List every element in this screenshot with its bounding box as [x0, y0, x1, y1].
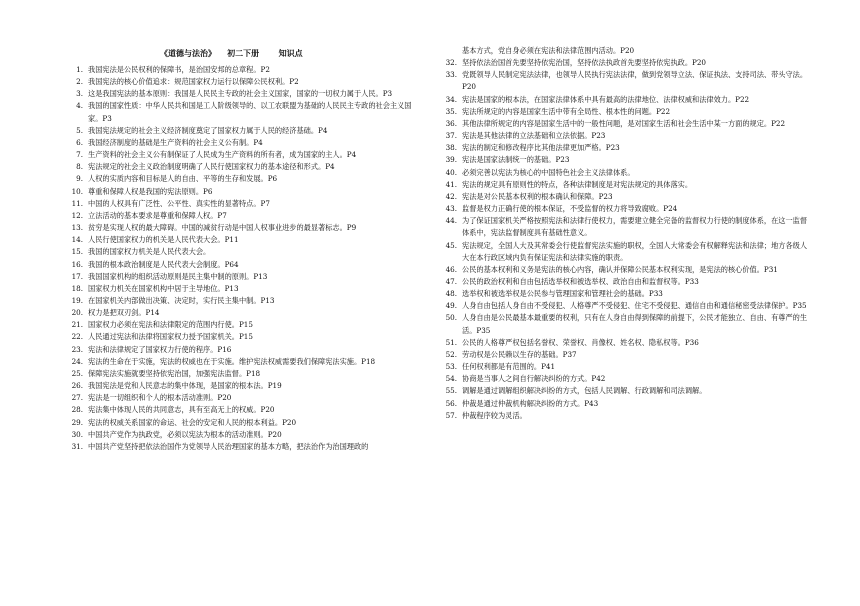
item-number: 19. [71, 295, 83, 305]
list-item [438, 191, 810, 203]
item-text: 公民的人格尊严权包括名誉权、荣誉权、肖像权、姓名权、隐私权等。P36 [462, 337, 699, 347]
item-text: 宪法和法律规定了国家权力行使的程序。P16 [88, 344, 232, 354]
list-item [64, 331, 424, 343]
item-number: 32. [445, 58, 457, 68]
item-text: 选举权和被选举权是公民参与管理国家和管理社会的基础。P33 [462, 289, 663, 299]
item-text: 宪法的生命在于实施，宪法的权威也在于实施。维护宪法权威需要我们保障宪法实施。P18 [88, 356, 376, 366]
list-item [64, 222, 424, 234]
item-text: 坚持依法治国首先要坚持依宪治国，坚持依法执政首先要坚持依宪执政。P20 [462, 58, 706, 68]
item-text: 调解是通过调解组织解决纠纷的方式，包括人民调解、行政调解和司法调解。 [462, 386, 707, 396]
item-text: 任何权利都是有范围的。P41 [462, 362, 556, 372]
item-number: 42. [445, 191, 457, 201]
list-item [64, 186, 424, 198]
item-number: 28. [71, 405, 83, 415]
item-number: 53. [445, 362, 457, 372]
list-item [438, 385, 810, 397]
item-text: 协商是当事人之间自行解决纠纷的方式。P42 [462, 374, 606, 384]
item-number: 15. [71, 247, 83, 257]
item-number: 51. [445, 337, 457, 347]
item-number: 4. [76, 101, 83, 111]
item-number: 17. [71, 271, 83, 281]
list-item [64, 295, 424, 307]
item-number: 40. [445, 167, 457, 177]
list-item [438, 167, 810, 179]
item-text: 立法活动的基本要求是尊重和保障人权。P7 [88, 210, 227, 220]
page-title: 《道德与法治》 初二下册 知识点 [160, 48, 303, 58]
item-number: 13. [71, 223, 83, 233]
list-item [64, 259, 424, 271]
list-item [64, 100, 424, 124]
item-text: 宪法是一切组织和个人的根本活动准则。P20 [88, 393, 232, 403]
list-item [438, 349, 810, 361]
item-text: 我国的国家权力机关是人民代表大会。 [88, 247, 211, 257]
item-number: 47. [445, 276, 457, 286]
list-item [64, 392, 424, 404]
item-number: 38. [445, 143, 457, 153]
item-number: 50. [445, 313, 457, 323]
item-text: 国家权力机关在国家机构中居于主导地位。P13 [88, 283, 239, 293]
list-item [64, 319, 424, 331]
item-number: 6. [76, 137, 83, 147]
list-item [438, 118, 810, 130]
right-column [438, 45, 810, 422]
list-item [438, 179, 810, 191]
item-number: 18. [71, 283, 83, 293]
item-text: 我国宪法是党和人民意志的集中体现，是国家的根本法。P19 [88, 381, 282, 391]
item-text: 监督是权力正确行使的根本保证，不受监督的权力将导致腐败。P24 [462, 204, 678, 214]
list-item [64, 88, 424, 100]
list-item [438, 154, 810, 166]
item-text: 中国共产党坚持把依法治国作为党领导人民治理国家的基本方略，把法治作为治国理政的 [88, 441, 369, 451]
item-text: 我国国家机构的组织活动原则是民主集中制的原则。P13 [88, 271, 268, 281]
item-number: 27. [71, 393, 83, 403]
item-text: 我国宪法的核心价值追求：规范国家权力运行以保障公民权利。P2 [88, 77, 299, 87]
item-text: 宪法是对公民基本权利的根本确认和保障。P23 [462, 191, 613, 201]
item-text: 宪法的权威关系国家的命运、社会的安定和人民的根本利益。P20 [88, 417, 297, 427]
list-item [64, 271, 424, 283]
item-number: 54. [445, 374, 457, 384]
list-item [64, 356, 424, 368]
item-text: 人身自由包括人身自由不受侵犯、人格尊严不受侵犯、住宅不受侵犯、通信自由和通信秘密受法律保护。P35 [462, 301, 807, 311]
item-number: 45. [445, 240, 457, 250]
item-number: 43. [445, 204, 457, 214]
list-item [438, 410, 810, 422]
item-number: 3. [76, 89, 83, 99]
list-item [64, 307, 424, 319]
list-item [438, 288, 810, 300]
item-number: 22. [71, 332, 83, 342]
list-item [64, 76, 424, 88]
item-text: 宪法所规定的内容是国家生活中带有全局性、根本性的问题。P22 [462, 106, 671, 116]
list-item [438, 300, 810, 312]
item-number: 57. [445, 410, 457, 420]
item-number: 41. [445, 179, 457, 189]
list-item [438, 373, 810, 385]
item-text: 人权的实质内容和目标是人的自由、平等的生存和发展。P6 [88, 174, 278, 184]
list-item [438, 398, 810, 410]
list-item [64, 125, 424, 137]
item-number: 24. [71, 356, 83, 366]
item-text: 基本方式，党自身必须在宪法和法律范围内活动。P20 [462, 46, 635, 55]
list-item [64, 161, 424, 173]
item-text: 仲裁是通过仲裁机构解决纠纷的方式。P43 [462, 398, 599, 408]
item-number: 46. [445, 264, 457, 274]
item-number: 14. [71, 235, 83, 245]
item-text: 保障宪法实施就要坚持依宪治国，加强宪法监督。P18 [88, 368, 261, 378]
item-text: 在国家机关内部做出决策、决定时，实行民主集中制。P13 [88, 295, 275, 305]
item-text: 必须完善以宪法为核心的中国特色社会主义法律体系。 [462, 167, 635, 177]
item-text: 仲裁程序较为灵活。 [462, 410, 527, 420]
item-text: 公民的基本权利和义务是宪法的核心内容，确认并保障公民基本权利实现，是宪法的核心价值。P31 [462, 264, 778, 274]
item-number: 55. [445, 386, 457, 396]
list-item [438, 130, 810, 142]
list-item [64, 344, 424, 356]
list-item [438, 264, 810, 276]
item-text: 人民行使国家权力的机关是人民代表大会。P11 [88, 235, 239, 245]
item-text: 中国的人权具有广泛性、公平性、真实性的显著特点。P7 [88, 198, 270, 208]
item-text: 宪法是国家的根本法，在国家法律体系中具有最高的法律地位、法律权威和法律效力。P22 [462, 94, 750, 104]
item-text: 权力是把双刃剑。P14 [88, 308, 160, 318]
item-number: 26. [71, 381, 83, 391]
list-item [438, 361, 810, 373]
item-number: 39. [445, 155, 457, 165]
item-number: 37. [445, 131, 457, 141]
list-item [438, 142, 810, 154]
item-text: 宪法是国家法制统一的基础。P23 [462, 155, 570, 165]
list-item [64, 137, 424, 149]
item-number: 56. [445, 398, 457, 408]
item-number: 9. [76, 174, 83, 184]
item-number: 31. [71, 441, 83, 451]
item-text: 中国共产党作为执政党，必须以宪法为根本的活动准则。P20 [88, 429, 282, 439]
item-text: 生产资料的社会主义公有制保证了人民成为生产资料的所有者，成为国家的主人。P4 [88, 150, 357, 160]
item-text: 我国的国家性质：中华人民共和国是工人阶级领导的、以工农联盟为基础的人民民主专政的社会主义国家。P3 [88, 101, 412, 123]
list-item [64, 64, 424, 76]
list-item [64, 429, 424, 441]
list-item [438, 106, 810, 118]
list-item [64, 283, 424, 295]
list-item [64, 417, 424, 429]
item-number: 49. [445, 301, 457, 311]
item-number: 48. [445, 289, 457, 299]
item-text: 人民通过宪法和法律将国家权力授予国家机关。P15 [88, 332, 253, 342]
item-number: 21. [71, 320, 83, 330]
item-text: 为了保证国家机关严格按照宪法和法律行使权力，需要建立健全完备的监督权力行使的制度体系，在这一监督体系中，宪法监督制度具有基础性意义。 [462, 216, 808, 238]
item-number: 29. [71, 417, 83, 427]
item-number: 1. [76, 65, 83, 74]
list-item [64, 149, 424, 161]
item-text: 我国的根本政治制度是人民代表大会制度。P64 [88, 259, 239, 269]
list-item [438, 312, 810, 336]
left-column [64, 64, 424, 453]
item-number: 33. [445, 70, 457, 80]
item-text: 宪法的规定具有原则性的特点，各种法律制度是对宪法规定的具体落实。 [462, 179, 693, 189]
item-text: 其他法律所规定的内容是国家生活中的一般性问题，是对国家生活和社会生活中某一方面的规定。P22 [462, 118, 786, 128]
item-number: 34. [445, 94, 457, 104]
item-number: 23. [71, 344, 83, 354]
item-text: 人身自由是公民最基本最重要的权利，只有在人身自由得到保障的前提下，公民才能独立、自由、有尊严的生活。P35 [462, 313, 808, 335]
item-number: 36. [445, 118, 457, 128]
list-item [64, 234, 424, 246]
list-item [64, 246, 424, 258]
item-text: 我国宪法规定的社会主义经济制度奠定了国家权力属于人民的经济基础。P4 [88, 125, 328, 135]
list-item [438, 203, 810, 215]
list-item [438, 45, 810, 57]
item-number: 52. [445, 349, 457, 359]
list-item [438, 57, 810, 69]
item-text: 国家权力必须在宪法和法律限定的范围内行使。P15 [88, 320, 253, 330]
list-item [438, 240, 810, 264]
item-text: 我国经济制度的基础是生产资料的社会主义公有制。P4 [88, 137, 263, 147]
item-number: 16. [71, 259, 83, 269]
item-text: 党既领导人民制定宪法法律，也领导人民执行宪法法律，做到党领导立法、保证执法、支持司法、带头守法。P20 [462, 70, 808, 92]
item-text: 这是我国宪法的基本原则：我国是人民民主专政的社会主义国家，国家的一切权力属于人民。P3 [88, 89, 393, 99]
list-item [64, 198, 424, 210]
list-item [438, 276, 810, 288]
list-item [64, 441, 424, 453]
item-number: 8. [76, 162, 83, 172]
item-number: 10. [71, 186, 83, 196]
item-text: 公民的政治权利和自由包括选举权和被选举权、政治自由和监督权等。P33 [462, 276, 699, 286]
list-item [438, 94, 810, 106]
list-item [64, 368, 424, 380]
list-item [438, 215, 810, 239]
list-item [64, 380, 424, 392]
list-item [438, 69, 810, 93]
list-item [64, 404, 424, 416]
list-item [438, 337, 810, 349]
item-number: 12. [71, 210, 83, 220]
item-number: 5. [76, 125, 83, 135]
item-number: 25. [71, 368, 83, 378]
item-number: 35. [445, 106, 457, 116]
item-number: 11. [71, 198, 83, 208]
item-text: 宪法的制定和修改程序比其他法律更加严格。P23 [462, 143, 620, 153]
list-item [64, 210, 424, 222]
item-number: 44. [445, 216, 457, 226]
item-text: 宪法规定，全国人大及其常委会行使监督宪法实施的职权，全国人大常委会有权解释宪法和法律；地方各级人大在本行政区域内负有保证宪法和法律实施的职责。 [462, 240, 808, 262]
item-number: 2. [76, 77, 83, 87]
item-text: 劳动权是公民赖以生存的基础。P37 [462, 349, 577, 359]
item-text: 宪法是其他法律的立法基础和立法依据。P23 [462, 131, 606, 141]
item-number: 20. [71, 308, 83, 318]
item-text: 我国宪法是公民权利的保障书，是治国安邦的总章程。P2 [88, 65, 270, 74]
list-item [64, 173, 424, 185]
item-text: 宪法规定的社会主义政治制度明确了人民行使国家权力的基本途径和形式。P4 [88, 162, 335, 172]
item-text: 贫穷是实现人权的最大障碍。中国的减贫行动是中国人权事业进步的最显著标志。P9 [88, 223, 357, 233]
item-number: 30. [71, 429, 83, 439]
item-number: 7. [76, 150, 83, 160]
item-text: 尊重和保障人权是我国的宪法原则。P6 [88, 186, 213, 196]
item-text: 宪法集中体现人民的共同意志，具有至高无上的权威。P20 [88, 405, 275, 415]
